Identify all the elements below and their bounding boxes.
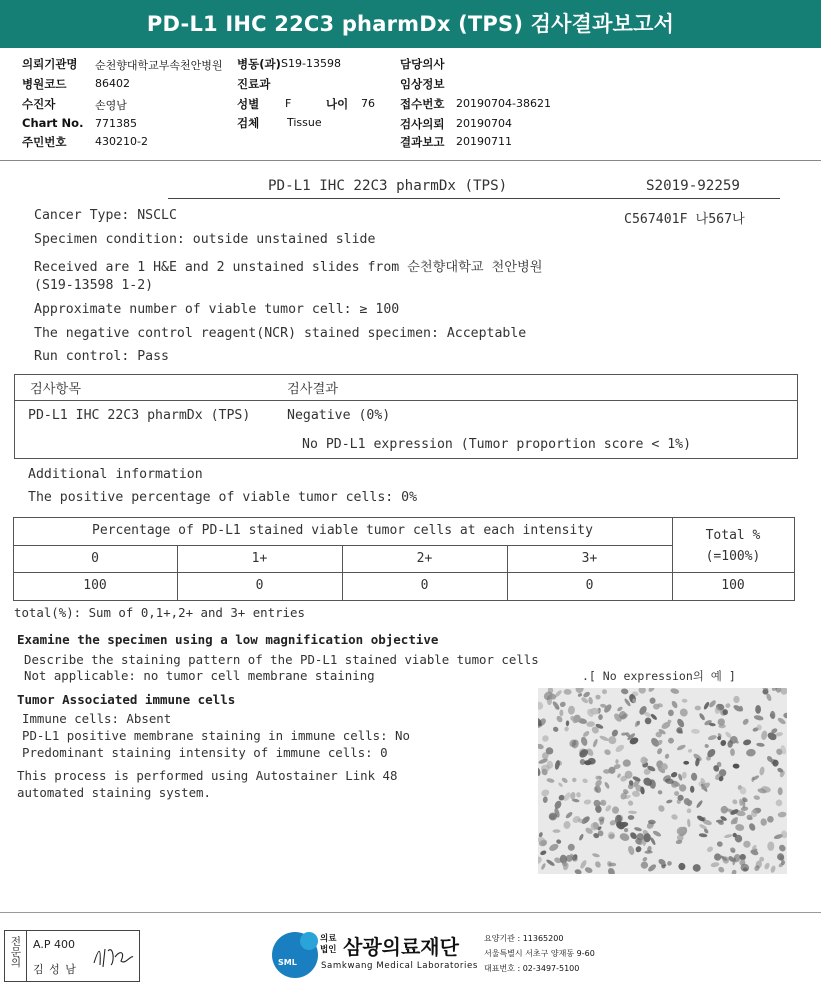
clinical-label: 임상정보 — [400, 77, 445, 91]
cell-nucleus — [781, 688, 787, 695]
cell-nucleus — [645, 717, 652, 724]
cell-nucleus — [640, 861, 649, 870]
cell-nucleus — [622, 759, 631, 767]
specialist-text: 전문의 — [9, 936, 22, 968]
received-ref: (S19-13598 1-2) — [34, 278, 154, 293]
cell-nucleus — [545, 858, 555, 866]
cell-nucleus — [674, 791, 679, 796]
example-caption: .[ No expression의 예 ] — [582, 669, 736, 683]
cell-nucleus — [695, 705, 702, 710]
cell-nucleus — [759, 766, 765, 775]
cell-nucleus — [541, 734, 550, 743]
chart-label: Chart No. — [22, 116, 84, 130]
cell-nucleus — [559, 709, 563, 716]
sex-label: 성별 — [237, 97, 260, 111]
cell-nucleus — [664, 753, 670, 759]
cell-nucleus — [553, 829, 561, 833]
age-value: 76 — [361, 97, 375, 110]
report-date-value: 20190711 — [456, 135, 512, 148]
report-id: S2019-92259 — [646, 178, 740, 194]
cell-nucleus — [649, 697, 655, 704]
viable-tumor-cells: Approximate number of viable tumor cell: ≥ 100 — [34, 302, 400, 317]
cell-nucleus — [676, 744, 686, 752]
cell-nucleus — [756, 742, 765, 747]
cell-nucleus — [778, 843, 787, 852]
cell-nucleus — [582, 730, 590, 738]
cell-nucleus — [666, 860, 672, 866]
level-2plus: 2+ — [416, 551, 433, 566]
cell-nucleus — [719, 739, 727, 747]
examine-line-1: Describe the staining pattern of the PD-L1 stained viable tumor cells — [24, 652, 539, 667]
cell-nucleus — [690, 786, 695, 793]
cell-nucleus — [571, 777, 577, 783]
level-3plus: 3+ — [581, 551, 598, 566]
cell-nucleus — [748, 822, 757, 832]
cell-nucleus — [538, 743, 544, 750]
ward-value: S19-13598 — [281, 57, 341, 70]
cell-nucleus — [556, 839, 562, 845]
cell-nucleus — [599, 735, 610, 742]
signature-box — [4, 930, 140, 982]
cell-nucleus — [548, 842, 560, 852]
result-item: PD-L1 IHC 22C3 pharmDx (TPS) — [28, 408, 251, 423]
cell-nucleus — [563, 820, 571, 829]
cell-nucleus — [574, 868, 582, 874]
microscopy-cells — [538, 688, 787, 874]
ap-number: A.P 400 — [33, 938, 75, 951]
cell-nucleus — [538, 767, 541, 776]
signature-mark — [91, 943, 135, 971]
cell-nucleus — [741, 806, 749, 811]
cell-nucleus — [634, 826, 643, 832]
cell-nucleus — [753, 714, 764, 721]
cell-nucleus — [691, 729, 700, 735]
lab-code: C567401F 나567나 — [624, 212, 745, 227]
cell-nucleus — [552, 726, 559, 733]
cell-nucleus — [595, 695, 600, 700]
id-label: 주민번호 — [22, 135, 67, 149]
cell-nucleus — [595, 775, 600, 780]
cell-nucleus — [714, 853, 721, 860]
cell-nucleus — [668, 738, 674, 744]
col-item-header: 검사항목 — [30, 382, 81, 397]
cell-nucleus — [582, 778, 589, 784]
cell-nucleus — [647, 863, 657, 873]
specimen-label: 검체 — [237, 116, 260, 130]
cell-nucleus — [778, 787, 783, 795]
cell-nucleus — [783, 712, 787, 718]
cell-nucleus — [710, 862, 720, 868]
cell-nucleus — [599, 799, 607, 808]
cell-nucleus — [777, 717, 787, 726]
cell-nucleus — [580, 696, 589, 704]
run-control: Run control: Pass — [34, 349, 169, 364]
cell-nucleus — [627, 799, 634, 806]
cell-nucleus — [592, 853, 600, 858]
cell-nucleus — [619, 832, 631, 842]
cell-nucleus — [755, 705, 761, 714]
id-value: 430210-2 — [95, 135, 148, 148]
positive-percentage: The positive percentage of viable tumor cells: 0% — [28, 490, 418, 505]
cell-nucleus — [670, 771, 678, 778]
immune-heading: Tumor Associated immune cells — [17, 692, 236, 707]
cell-nucleus — [564, 726, 570, 732]
org-phone: 대표번호 : 02-3497-5100 — [484, 964, 580, 973]
cell-nucleus — [635, 845, 643, 853]
specimen-condition: Specimen condition: outside unstained slide — [34, 232, 376, 247]
cell-nucleus — [695, 799, 703, 808]
header-divider — [0, 160, 821, 161]
cell-nucleus — [657, 790, 662, 795]
cell-nucleus — [540, 788, 550, 797]
cell-nucleus — [682, 699, 688, 703]
cell-nucleus — [558, 782, 564, 788]
cell-nucleus — [733, 696, 740, 703]
cell-nucleus — [555, 715, 563, 724]
org-name: 삼광의료재단 — [343, 935, 459, 959]
cell-nucleus — [770, 711, 776, 720]
cell-nucleus — [575, 688, 585, 694]
cell-nucleus — [760, 730, 767, 740]
cell-nucleus — [607, 831, 615, 840]
institution-label: 의뢰기관명 — [22, 57, 78, 71]
cell-nucleus — [594, 860, 602, 868]
cell-nucleus — [720, 805, 729, 814]
report-date-label: 결과보고 — [400, 135, 445, 149]
cell-nucleus — [668, 709, 674, 716]
cancer-type: Cancer Type: NSCLC — [34, 208, 177, 223]
ward-label: 병동(과) — [237, 57, 281, 71]
value-2plus: 0 — [420, 578, 429, 593]
cell-nucleus — [604, 781, 611, 789]
cell-nucleus — [703, 701, 710, 710]
cell-nucleus — [731, 798, 738, 805]
cell-nucleus — [628, 810, 637, 814]
cell-nucleus — [686, 808, 691, 814]
cell-nucleus — [671, 700, 679, 709]
cell-nucleus — [607, 861, 613, 868]
cell-nucleus — [777, 811, 786, 817]
total-note: total(%): Sum of 0,1+,2+ and 3+ entries — [14, 605, 305, 620]
examine-line-2: Not applicable: no tumor cell membrane staining — [24, 668, 375, 683]
ncr-status: The negative control reagent(NCR) stained specimen: Acceptable — [34, 326, 527, 341]
cell-nucleus — [760, 818, 767, 826]
cell-nucleus — [678, 707, 689, 718]
patient-label: 수진자 — [22, 97, 56, 111]
chart-value: 771385 — [95, 117, 137, 130]
cell-nucleus — [716, 841, 723, 848]
cell-nucleus — [774, 798, 783, 807]
cell-nucleus — [743, 841, 751, 848]
org-prefix-2: 법인 — [320, 945, 337, 955]
cell-nucleus — [770, 865, 776, 873]
test-name: PD-L1 IHC 22C3 pharmDx (TPS) — [268, 178, 508, 194]
cell-nucleus — [598, 714, 603, 720]
microscopy-image — [538, 688, 787, 874]
cell-nucleus — [666, 799, 673, 804]
hospital-code-value: 86402 — [95, 77, 130, 90]
sex-value: F — [285, 97, 292, 110]
org-prefix-1: 의료 — [320, 934, 337, 944]
immune-line-1: Immune cells: Absent — [22, 711, 172, 726]
cell-nucleus — [614, 743, 625, 753]
level-0: 0 — [91, 551, 99, 566]
cell-nucleus — [725, 703, 731, 709]
report-title: PD-L1 IHC 22C3 pharmDx (TPS) 검사결과보고서 — [0, 0, 821, 48]
cell-nucleus — [656, 747, 663, 755]
cell-nucleus — [584, 866, 593, 874]
request-value: 20190704 — [456, 117, 512, 130]
cell-nucleus — [586, 721, 595, 727]
cell-nucleus — [627, 845, 635, 856]
cell-nucleus — [566, 842, 576, 852]
cell-nucleus — [604, 804, 612, 812]
cell-nucleus — [642, 856, 648, 862]
cell-nucleus — [735, 824, 745, 832]
receipt-label: 접수번호 — [400, 97, 445, 111]
cell-nucleus — [704, 743, 709, 748]
cell-nucleus — [724, 834, 733, 839]
value-0: 100 — [83, 578, 107, 593]
cell-nucleus — [671, 813, 679, 820]
cell-nucleus — [628, 815, 635, 820]
cell-nucleus — [657, 804, 666, 813]
cell-nucleus — [687, 748, 692, 753]
process-line-2: automated staining system. — [17, 785, 211, 800]
org-english: Samkwang Medical Laboratories — [321, 961, 478, 971]
cell-nucleus — [583, 799, 591, 805]
cell-nucleus — [559, 701, 566, 708]
specialist-label — [5, 931, 27, 981]
result-detail: No PD-L1 expression (Tumor proportion score < 1%) — [302, 437, 692, 452]
total-header: Total % — [705, 528, 761, 543]
cell-nucleus — [742, 739, 751, 746]
cell-nucleus — [732, 763, 739, 769]
cell-nucleus — [683, 761, 689, 765]
value-total: 100 — [721, 578, 745, 593]
cell-nucleus — [670, 688, 680, 695]
physician-name: 김 성 남 — [33, 963, 77, 976]
cell-nucleus — [592, 738, 599, 748]
cell-nucleus — [687, 819, 691, 828]
title-rule — [168, 198, 780, 199]
cell-nucleus — [717, 866, 725, 874]
cell-nucleus — [620, 688, 628, 695]
cell-nucleus — [731, 869, 738, 874]
cell-nucleus — [682, 772, 687, 779]
cell-nucleus — [708, 699, 717, 708]
examine-heading: Examine the specimen using a low magnification objective — [17, 632, 439, 647]
value-1plus: 0 — [255, 578, 264, 593]
cell-nucleus — [647, 688, 655, 693]
cell-nucleus — [698, 712, 706, 721]
cell-nucleus — [543, 796, 548, 803]
cell-nucleus — [706, 845, 714, 853]
cell-nucleus — [546, 778, 555, 784]
col-result-header: 검사결과 — [287, 382, 338, 397]
additional-heading: Additional information — [28, 467, 203, 482]
cell-nucleus — [615, 759, 618, 764]
institution-value: 순천향대학교부속천안병원 — [95, 59, 223, 72]
process-line-1: This process is performed using Autostainer Link 48 — [17, 768, 398, 783]
cell-nucleus — [746, 748, 757, 757]
cell-nucleus — [563, 689, 571, 695]
cell-nucleus — [699, 833, 708, 838]
specimen-value: Tissue — [287, 116, 322, 129]
level-1plus: 1+ — [251, 551, 268, 566]
cell-nucleus — [607, 735, 618, 746]
cell-nucleus — [576, 792, 582, 799]
cell-nucleus — [652, 830, 662, 838]
org-code: 요양기관 : 11365200 — [484, 934, 564, 943]
intensity-header: Percentage of PD-L1 stained viable tumor cells at each intensity — [92, 523, 593, 538]
logo-mark: SML — [278, 958, 297, 967]
cell-nucleus — [730, 748, 735, 756]
dept-label: 진료과 — [237, 77, 271, 91]
cell-nucleus — [578, 833, 584, 841]
org-address: 서울특별시 서초구 양재동 9-60 — [484, 949, 595, 958]
cell-nucleus — [580, 736, 589, 747]
cell-nucleus — [553, 800, 562, 810]
cell-nucleus — [538, 701, 544, 710]
cell-nucleus — [763, 862, 770, 870]
immune-line-3: Predominant staining intensity of immune cells: 0 — [22, 745, 388, 760]
cell-nucleus — [707, 734, 717, 741]
cell-nucleus — [554, 689, 563, 698]
cell-nucleus — [617, 773, 622, 779]
request-label: 검사의뢰 — [400, 117, 445, 131]
cell-nucleus — [676, 717, 686, 728]
total-header-sub: (=100%) — [705, 549, 761, 564]
cell-nucleus — [692, 864, 701, 872]
received-slides: Received are 1 H&E and 2 unstained slides from 순천향대학교 천안병원 — [34, 260, 543, 275]
immune-line-2: PD-L1 positive membrane staining in immune cells: No — [22, 728, 410, 743]
logo-dot — [300, 932, 318, 950]
doctor-label: 담당의사 — [400, 57, 445, 71]
cell-nucleus — [767, 841, 774, 851]
receipt-value: 20190704-38621 — [456, 97, 551, 110]
cell-nucleus — [691, 773, 698, 781]
patient-value: 손영남 — [95, 99, 127, 112]
cell-nucleus — [538, 832, 543, 838]
cell-nucleus — [776, 852, 786, 862]
cell-nucleus — [577, 693, 582, 698]
result-value: Negative (0%) — [287, 408, 391, 423]
cell-nucleus — [570, 792, 576, 800]
cell-nucleus — [742, 718, 750, 726]
footer-divider — [0, 912, 821, 913]
cell-nucleus — [766, 815, 775, 824]
cell-nucleus — [611, 806, 619, 815]
hospital-code-label: 병원코드 — [22, 77, 67, 91]
age-label: 나이 — [326, 97, 349, 111]
cell-nucleus — [601, 688, 608, 695]
cell-nucleus — [565, 811, 574, 819]
cell-nucleus — [561, 777, 569, 784]
cell-nucleus — [540, 850, 548, 856]
cell-nucleus — [678, 863, 686, 871]
cell-nucleus — [538, 855, 543, 865]
cell-nucleus — [638, 688, 647, 694]
cell-nucleus — [540, 863, 546, 871]
cell-nucleus — [566, 720, 570, 726]
value-3plus: 0 — [585, 578, 594, 593]
cell-nucleus — [588, 697, 594, 705]
cell-nucleus — [603, 748, 611, 756]
cell-nucleus — [753, 795, 760, 801]
cell-nucleus — [607, 867, 616, 874]
cell-nucleus — [567, 705, 575, 715]
